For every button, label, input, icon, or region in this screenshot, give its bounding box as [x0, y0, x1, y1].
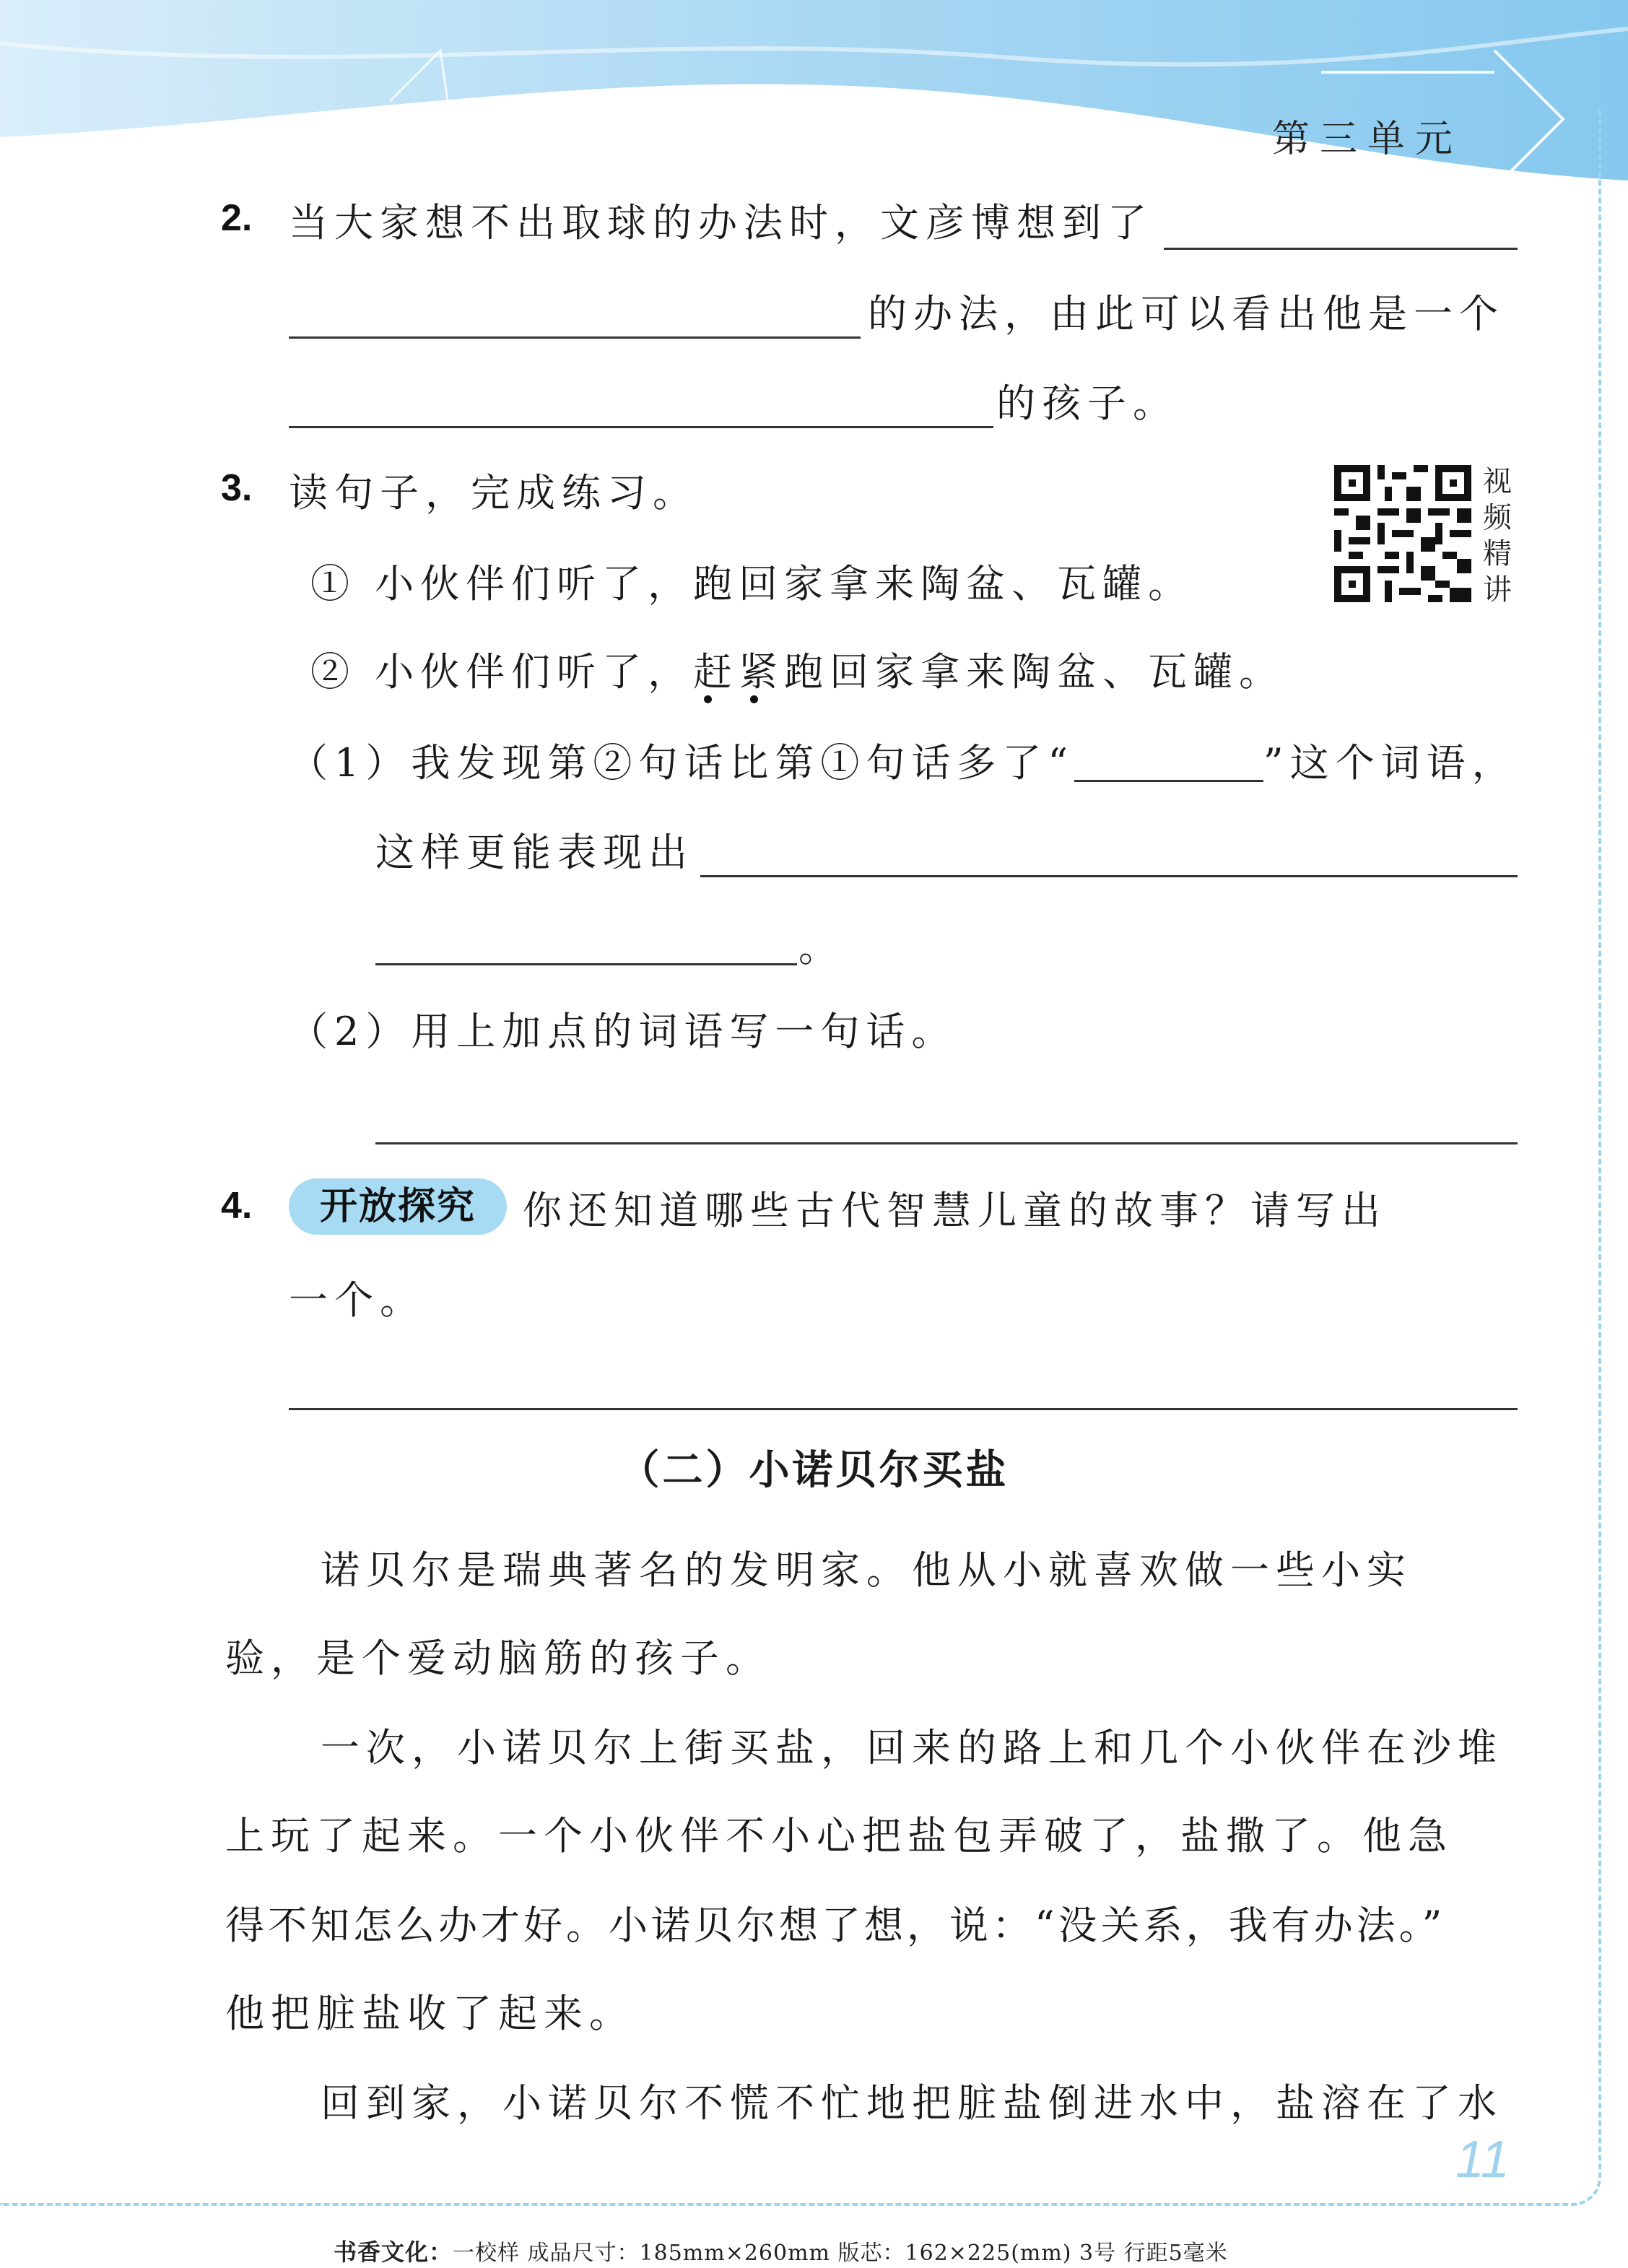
story-paragraph-line: 回到家，小诺贝尔不慌不忙地把脏盐倒进水中，盐溶在了水	[321, 2080, 1503, 2126]
question-4-text1: 你还知道哪些古代智慧儿童的故事？请写出	[523, 1188, 1387, 1233]
dotted-word: 赶紧	[693, 649, 785, 695]
sub-question-1-text-b: ”这个词语，	[1263, 740, 1518, 786]
sentence-1: ① 小伙伴们听了，跑回家拿来陶盆、瓦罐。	[310, 561, 1194, 607]
question-2-number: 2.	[221, 197, 253, 239]
sentence-2-suffix: 跑回家拿来陶盆、瓦罐。	[784, 649, 1285, 695]
story-title: （二）小诺贝尔买盐	[619, 1447, 1009, 1493]
story-paragraph-line: 验，是个爱动脑筋的孩子。	[225, 1635, 771, 1681]
question-4-number: 4.	[221, 1185, 253, 1227]
question-2-line3: 的孩子。	[996, 381, 1178, 426]
answer-blank[interactable]	[289, 336, 861, 339]
footer-specs: 一校样 成品尺寸：185mm×260mm 版芯：162×225(mm) 3号 行距5毫米	[453, 2241, 1228, 2266]
story-paragraph-line: 上玩了起来。一个小伙伴不小心把盐包弄破了，盐撒了。他急	[225, 1813, 1453, 1859]
question-3-prompt: 读句子，完成练习。	[289, 470, 698, 516]
qr-code-icon[interactable]	[1334, 465, 1471, 602]
answer-blank[interactable]	[289, 426, 993, 428]
question-2-line2: 的办法，由此可以看出他是一个	[868, 291, 1505, 336]
open-inquiry-tag: 开放探究	[289, 1178, 507, 1235]
story-paragraph-line: 诺贝尔是瑞典著名的发明家。他从小就喜欢做一些小实	[321, 1547, 1412, 1593]
story-paragraph-line: 他把脏盐收了起来。	[225, 1991, 635, 2036]
sub-question-1-end: 。	[798, 925, 844, 970]
emphasis-dot	[704, 695, 712, 703]
answer-blank[interactable]	[1074, 780, 1263, 782]
sub-question-1-text-a: （1）我发现第②句话比第①句话多了“	[289, 740, 1074, 786]
emphasis-dot	[750, 695, 758, 703]
sentence-2	[310, 641, 1284, 697]
question-2-line1: 当大家想不出取球的办法时，文彦博想到了	[289, 200, 1153, 246]
story-paragraph-line: 一次，小诺贝尔上街买盐，回来的路上和几个小伙伴在沙堆	[321, 1725, 1503, 1770]
answer-blank[interactable]	[289, 1408, 1518, 1410]
answer-blank[interactable]	[1164, 248, 1518, 250]
answer-blank[interactable]	[375, 963, 797, 965]
question-4-text2: 一个。	[289, 1277, 425, 1323]
sub-question-1-line2: 这样更能表现出	[375, 830, 694, 875]
question-3-number: 3.	[221, 467, 253, 509]
page-border	[0, 108, 1601, 2206]
qr-code-label: 视频精讲	[1483, 465, 1512, 607]
sub-question-2: （2）用上加点的词语写一句话。	[289, 1009, 957, 1054]
sub-question-1-line1	[289, 732, 1518, 788]
answer-blank[interactable]	[700, 875, 1518, 877]
story-paragraph-line: 得不知怎么办才好。小诺贝尔想了想，说：“没关系，我有办法。”	[225, 1903, 1446, 1948]
footer-brand: 书香文化：	[334, 2238, 453, 2266]
sentence-2-prefix: ② 小伙伴们听了，	[310, 649, 694, 695]
print-footer	[334, 2234, 1228, 2267]
answer-blank[interactable]	[375, 1142, 1518, 1144]
page-number: 11	[1455, 2131, 1510, 2189]
unit-title: 第三单元	[1272, 118, 1463, 161]
